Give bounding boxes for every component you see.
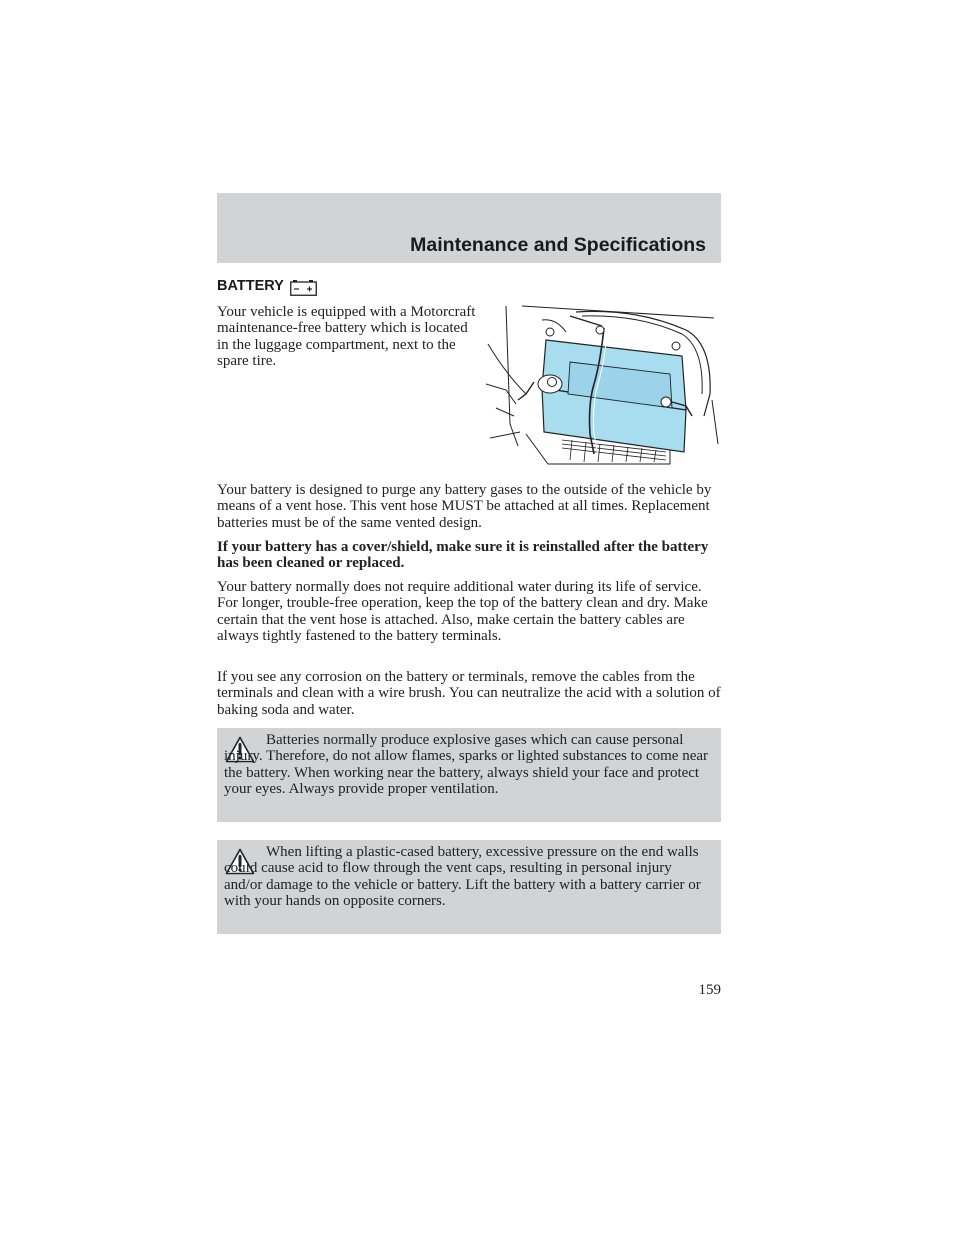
section-heading-label: BATTERY xyxy=(217,278,284,294)
paragraph-maintenance: Your battery normally does not require additional water during its life of service. For longer, trouble-free operation, keep the top of the battery clean and dry. Make certain that the vent hose is attached. Also, make certain the battery cables are always tightly fastened to the battery terminals. xyxy=(217,579,708,645)
warning-text: Batteries normally produce explosive gases which can cause personal injury. Therefore, do not allow flames, sparks or lighted substances to come near the battery. When working near the battery, always shield your face and protect your eyes. Always provide proper ventilation. xyxy=(224,732,709,798)
battery-terminal-icon xyxy=(290,280,317,296)
page-number: 159 xyxy=(698,982,721,998)
section-heading xyxy=(217,278,317,294)
header-band xyxy=(217,193,721,263)
warning-box-explosive-gases xyxy=(217,728,721,822)
page-title: Maintenance and Specifications xyxy=(410,234,706,256)
paragraph-cover-shield: If your battery has a cover/shield, make sure it is reinstalled after the battery has been cleaned or replaced. xyxy=(217,539,709,572)
warning-box-lifting-battery xyxy=(217,840,721,934)
intro-text: Your vehicle is equipped with a Motorcraft maintenance-free battery which is located in the luggage compartment, next to the spare tire. xyxy=(217,304,476,370)
paragraph-vent-hose: Your battery is designed to purge any battery gases to the outside of the vehicle by means of a vent hose. This vent hose MUST be attached at all times. Replacement batteries must be of the same vented design. xyxy=(217,482,712,531)
battery-illustration xyxy=(486,304,720,470)
warning-text: When lifting a plastic-cased battery, excessive pressure on the end walls could cause acid to flow through the vent caps, resulting in personal injury and/or damage to the vehicle or battery. Lift the battery with a battery carrier or with your hands on opposite corners. xyxy=(224,844,701,910)
paragraph-corrosion: If you see any corrosion on the battery or terminals, remove the cables from the terminals and clean with a wire brush. You can neutralize the acid with a solution of baking soda and water. xyxy=(217,669,721,718)
